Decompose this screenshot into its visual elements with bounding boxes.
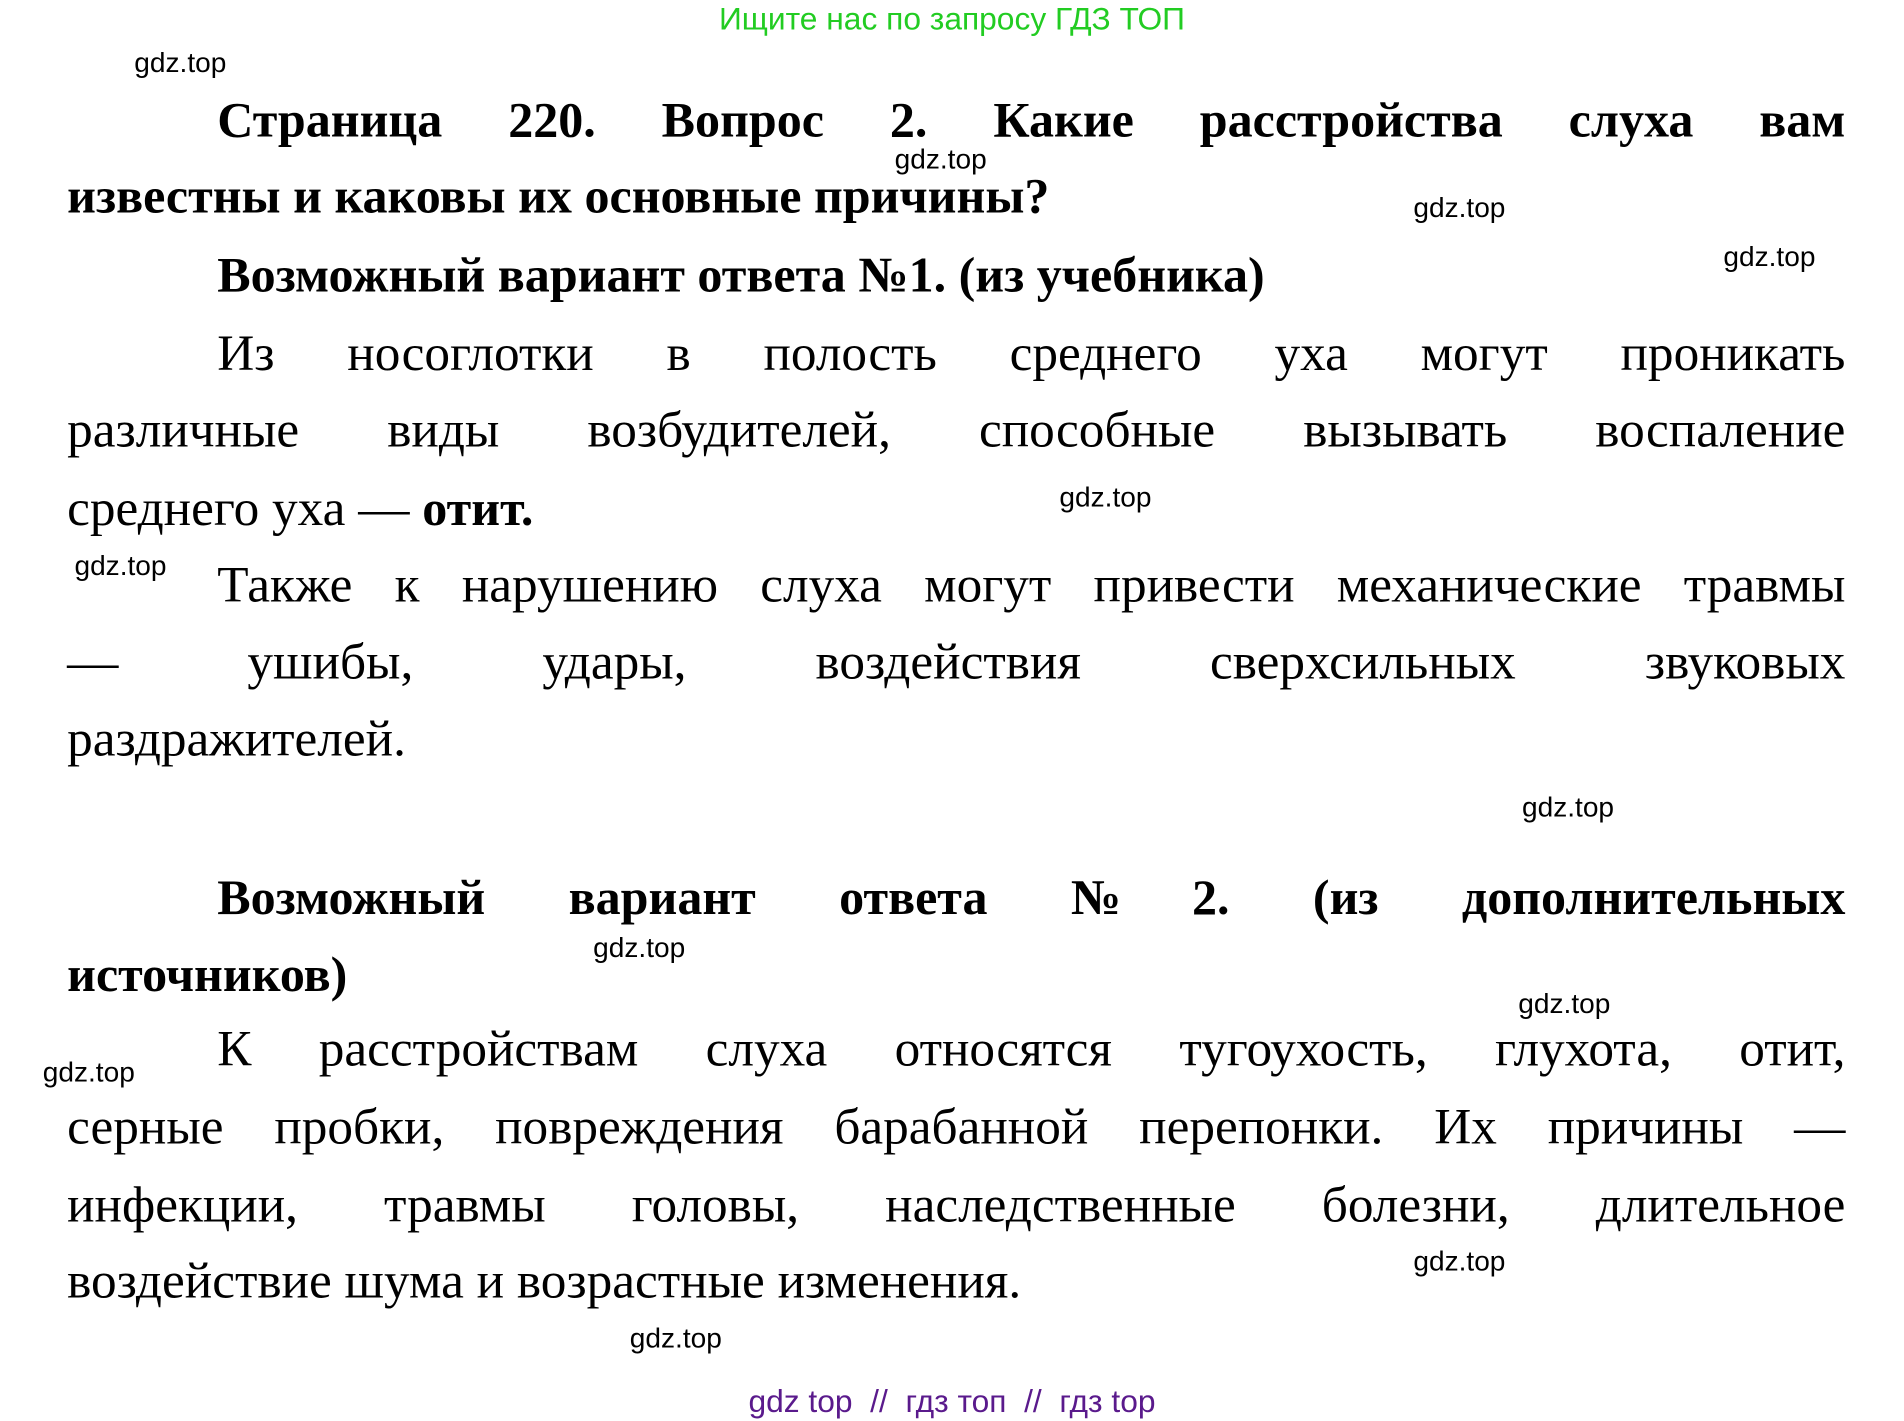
answer1-text-line: различные виды возбудителей, способные вызывать воспаление: [67, 402, 1846, 459]
watermark: gdz.top: [1413, 191, 1506, 224]
watermark: gdz.top: [134, 46, 227, 79]
answer1-text-line: [67, 477, 1845, 539]
question-line-1: Страница 220. Вопрос 2. Какие расстройства слуха вам: [217, 91, 1846, 148]
watermark: gdz.top: [593, 931, 686, 963]
question-line-2: известны и каковы их основные причины?: [67, 167, 1050, 224]
answer2-text-line: К расстройствам слуха относятся тугоухость, глухота, отит,: [217, 1021, 1846, 1078]
answer2-text-line: серные пробки, повреждения барабанной перепонки. Их причины —: [67, 1099, 1846, 1156]
watermark: gdz.top: [74, 549, 167, 581]
answer1-text-line: — ушибы, удары, воздействия сверхсильных звуковых: [67, 634, 1846, 691]
answer2-heading: Возможный вариант ответа №2. (из дополнительных: [217, 868, 1846, 926]
answer1-text-line: Также к нарушению слуха могут привести механические травмы: [217, 557, 1846, 614]
watermark: gdz.top: [894, 142, 987, 175]
watermark: gdz.top: [1518, 987, 1611, 1020]
watermark: gdz.top: [1059, 480, 1152, 513]
answer2-heading: источников): [67, 945, 348, 1003]
watermark: gdz.top: [1413, 1244, 1506, 1277]
answer2-text-line: инфекции, травмы головы, наследственные болезни, длительное: [67, 1177, 1846, 1234]
answer1-term: отит.: [422, 479, 534, 536]
answer1-heading: Возможный вариант ответа №1. (из учебника): [217, 246, 1265, 303]
watermark: gdz.top: [42, 1055, 135, 1088]
answer2-text-line: воздействие шума и возрастные изменения.: [67, 1253, 1022, 1310]
answer1-text-line: Из носоглотки в полость среднего уха могут проникать: [217, 325, 1846, 383]
answer1-text-line: раздражителей.: [67, 711, 406, 768]
watermark: gdz.top: [1723, 240, 1816, 273]
watermark: gdz.top: [629, 1321, 722, 1354]
answer1-text: среднего уха —: [67, 480, 423, 538]
footer-links: gdz top // гдз топ // гдз top: [748, 1382, 1156, 1420]
search-banner: Ищите нас по запросу ГДЗ ТОП: [718, 0, 1185, 37]
watermark: gdz.top: [1521, 790, 1615, 823]
